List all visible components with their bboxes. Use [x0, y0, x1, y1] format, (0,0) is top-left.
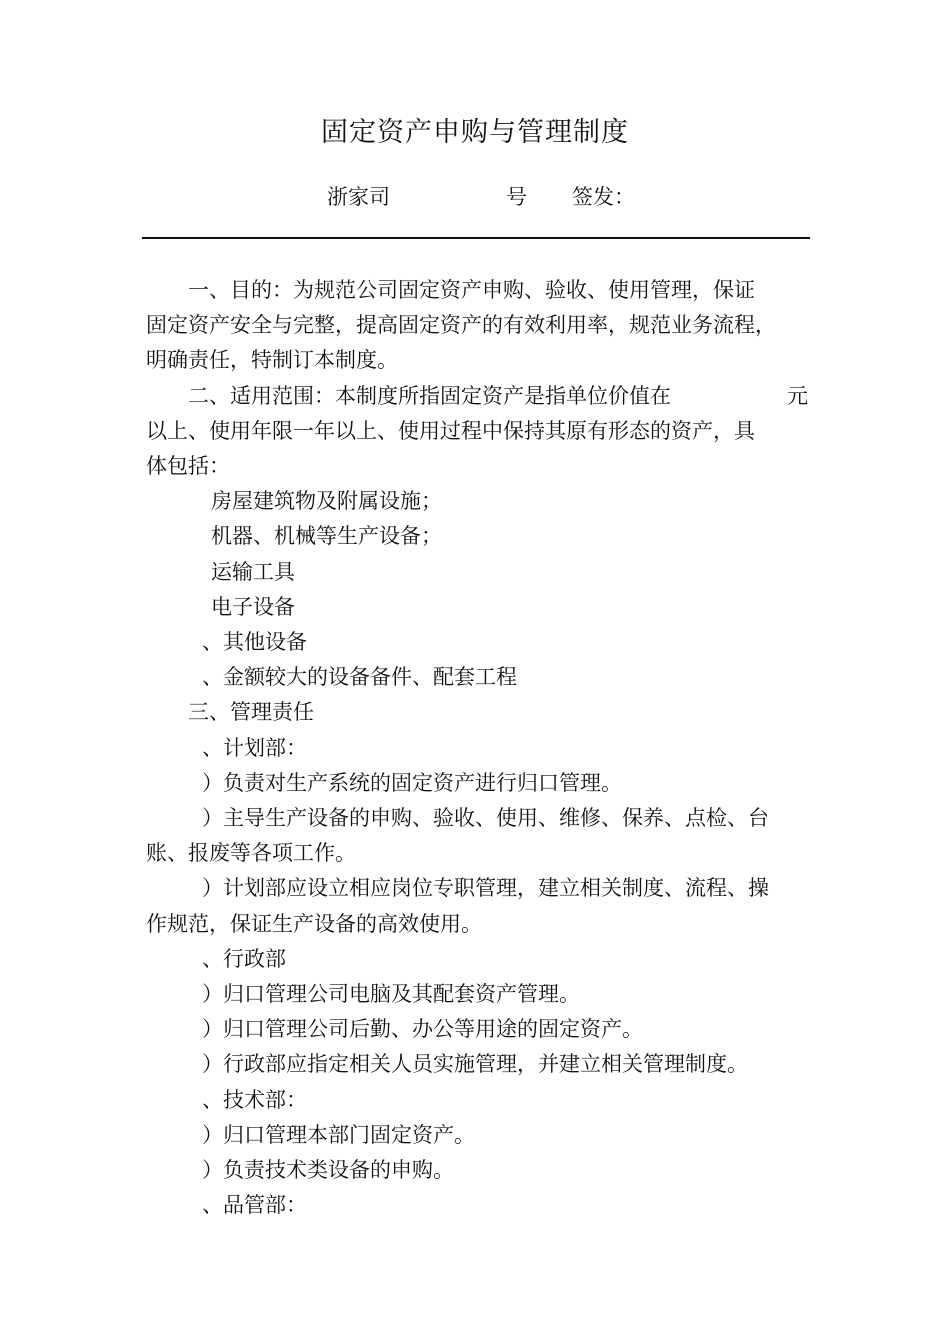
- asset-category-item: 机器、机械等生产设备；: [211, 524, 442, 549]
- admin-item-1: ）归口管理公司电脑及其配套资产管理。: [202, 982, 580, 1007]
- asset-category-item: 、金额较大的设备备件、配套工程: [202, 665, 517, 690]
- header-divider: [142, 237, 810, 239]
- section-2-line-3: 体包括：: [146, 454, 230, 479]
- tech-item-1: ）归口管理本部门固定资产。: [202, 1122, 475, 1147]
- tech-dept-heading: 、技术部：: [202, 1087, 307, 1112]
- admin-item-3: ）行政部应指定相关人员实施管理，并建立相关管理制度。: [202, 1052, 748, 1077]
- planning-item-2-line-2: 账、报废等各项工作。: [146, 841, 356, 866]
- planning-item-3-line-1: ）计划部应设立相应岗位专职管理，建立相关制度、流程、操: [202, 876, 769, 901]
- signed-by-label: 签发：: [572, 185, 635, 209]
- document-body: [146, 273, 812, 1223]
- section-2-line-1: [146, 379, 812, 414]
- section-2-line-1-text: 二、适用范围：本制度所指固定资产是指单位价值在: [188, 383, 671, 408]
- planning-item-2-line-1: ）主导生产设备的申购、验收、使用、维修、保养、点检、台: [202, 806, 769, 831]
- section-3-heading: 三、管理责任: [188, 700, 314, 725]
- section-2-line-2: 以上、使用年限一年以上、使用过程中保持其原有形态的资产，具: [146, 418, 755, 443]
- planning-item-1: ）负责对生产系统的固定资产进行归口管理。: [202, 770, 622, 795]
- asset-category-item: 运输工具: [211, 559, 295, 584]
- tech-item-2: ）负责技术类设备的申购。: [202, 1158, 454, 1183]
- asset-category-item: 、其他设备: [202, 630, 307, 655]
- planning-dept-heading: 、计划部：: [202, 735, 307, 760]
- section-1-line-3: 明确责任，特制订本制度。: [146, 348, 398, 373]
- admin-dept-heading: 、行政部: [202, 946, 286, 971]
- section-1-line-1: 一、目的：为规范公司固定资产申购、验收、使用管理，保证: [188, 278, 755, 302]
- asset-category-item: 电子设备: [211, 594, 295, 619]
- document-number-label: 号: [506, 185, 527, 209]
- quality-dept-heading: 、品管部：: [202, 1193, 307, 1218]
- asset-category-item: 房屋建筑物及附属设施；: [211, 489, 442, 514]
- issuer-code: 浙家司: [327, 185, 390, 209]
- section-1-line-2: 固定资产安全与完整，提高固定资产的有效利用率，规范业务流程，: [146, 313, 776, 338]
- admin-item-2: ）归口管理公司后勤、办公等用途的固定资产。: [202, 1017, 643, 1042]
- planning-item-3-line-2: 作规范，保证生产设备的高效使用。: [146, 911, 482, 936]
- document-title: 固定资产申购与管理制度: [321, 117, 629, 148]
- section-2-currency-unit: 元: [787, 383, 808, 408]
